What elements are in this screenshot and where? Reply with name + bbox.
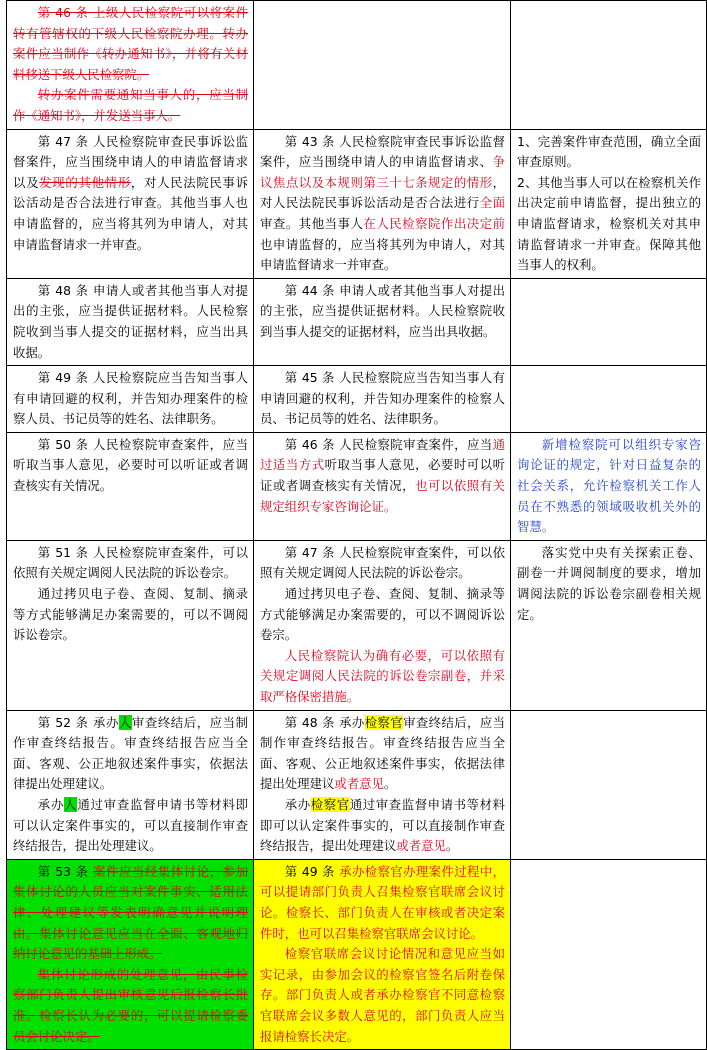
paragraph	[260, 584, 505, 646]
paragraph	[13, 368, 248, 430]
original-rule-cell	[7, 1, 254, 130]
revised-rule-cell	[254, 540, 511, 710]
revised-rule-cell	[254, 366, 511, 433]
paragraph	[260, 368, 505, 430]
text-run: 在人民检察院作出决定前	[363, 215, 506, 231]
revised-rule-cell	[254, 710, 511, 859]
paragraph	[13, 713, 248, 795]
text-run: 案件应当经集体讨论，参加集体讨论的人员应当对案件事实、适用法律、处理建议等发表明确意见并说明理由。集体讨论意见应当在全面、客观地归纳讨论意见的基础上形成。	[13, 863, 249, 962]
text-run: 人	[64, 796, 78, 812]
revision-note-cell	[511, 278, 707, 365]
revision-note-cell	[511, 1, 707, 130]
text-run: 通过审查监督申请书等材料即可以认定案件事实的，可以直接制作审查终结报告，提出处理建议。	[13, 796, 248, 854]
text-run: 或者意见	[334, 776, 384, 792]
table-row	[7, 540, 707, 710]
text-run: 第 50 条 人民检察院审查案件，应当听取当事人意见，必要时可以听证或者调查核实有关情况。	[13, 436, 248, 494]
text-run: 转办案件需要通知当事人的，应当制作《通知书》，并发送当事人。	[13, 87, 248, 123]
text-run: 人	[118, 714, 132, 730]
revised-rule-cell	[254, 432, 511, 540]
text-run: 第 46 条 人民检察院审查案件，应当	[284, 436, 493, 452]
original-rule-cell	[7, 710, 254, 859]
text-run: 新增检察院可以组织专家咨询论证的规定，针对日益复杂的社会关系，允许检察机关工作人员在不熟悉的领域吸收机关外的智慧。	[517, 436, 701, 535]
revised-rule-cell	[254, 129, 511, 278]
paragraph	[517, 543, 701, 625]
paragraph	[260, 862, 505, 944]
text-run: 全面	[479, 195, 506, 211]
paragraph	[260, 132, 505, 276]
revision-note-cell	[511, 859, 707, 1049]
text-run: 第 48 条 承办	[284, 714, 365, 730]
paragraph	[13, 965, 248, 1047]
paragraph	[260, 944, 505, 1047]
text-run: 也申请监督的，应当将其列为申请人，对其申请监督请求一并审查。	[260, 236, 505, 273]
text-run: 第 43 条 人民检察院审查民事诉讼监督案件，应当围绕申请人的申请监督请求、	[260, 133, 505, 170]
revision-note-cell	[511, 432, 707, 540]
text-run: 第 48 条 申请人或者其他当事人对提出的主张，应当提供证据材料。人民检察院收到当事人提交的证据材料，应当出具收据。	[13, 282, 248, 360]
text-run: 听取当事人意见，必要时可以听证或者调查核实有关情况，	[260, 457, 506, 494]
text-run: 。	[383, 776, 397, 792]
text-run: 人民检察院认为确有必要，可以依照有关规定调阅人民法院的诉讼卷宗副卷，并采取严格保密措施。	[260, 647, 505, 704]
paragraph	[260, 795, 505, 857]
paragraph	[13, 795, 248, 857]
text-run: 通过拷贝电子卷、查阅、复制、摘录等方式能够满足办案需要的，可以不调阅诉讼卷宗。	[260, 586, 505, 643]
text-run: 通过拷贝电子卷、查阅、复制、摘录等方式能够满足办案需要的，可以不调阅诉讼卷宗。	[13, 586, 248, 643]
paragraph	[13, 132, 248, 256]
text-run: 承办检察官办理案件过程中，可以提请部门负责人召集检察官联席会议讨论。检察长、部门负责人在审核或者决定案件时，也可以召集检察官联席会议讨论。	[260, 863, 505, 941]
revised-rule-cell	[254, 278, 511, 365]
revision-note-cell	[511, 366, 707, 433]
revision-note-cell	[511, 710, 707, 859]
text-run: 集体讨论形成的处理意见，由民事检察部门负责人提出审核意见后报检察长批准。检察长认为必要的，可以提请检察委员会讨论决定。	[13, 966, 248, 1044]
text-run: 通过审查监督申请书等材料即可以认定案件事实的，可以直接制作审查终结报告，提出处理建议	[260, 796, 506, 854]
text-run: 检察官联席会议讨论情况和意见应当如实记录，由参加会议的检察官签名后附卷保存。部门负责人或者承办检察官不同意检察官联席会议多数人意见的，部门负责人应当报请检察长决定。	[260, 946, 505, 1044]
paragraph	[260, 281, 505, 343]
text-run: 审查终结后，应当制作审查终结报告。审查终结报告应当全面、客观、公正地叙述案件事实，依据法律提出处理建议	[260, 714, 506, 792]
paragraph	[517, 435, 701, 538]
text-run: 审查终结后，应当制作审查终结报告。审查终结报告应当全面、客观、公正地叙述案件事实，依据法律提出处理建议。	[13, 714, 249, 792]
paragraph	[13, 435, 248, 497]
paragraph	[260, 713, 505, 795]
paragraph	[13, 3, 248, 85]
paragraph	[517, 173, 701, 276]
original-rule-cell	[7, 540, 254, 710]
text-run: ，对人民法院民事诉讼活动是否合法进行审查。其他当事人也申请监督的，应当将其列为申请人，对其申请监督请求一并审查。	[13, 174, 249, 252]
table-row	[7, 432, 707, 540]
text-run: 承办	[37, 796, 65, 812]
table-row	[7, 129, 707, 278]
text-run: 检察官	[310, 796, 350, 812]
text-run: 第 49 条 人民检察院应当告知当事人有申请回避的权利，并告知办理案件的检察人员、书记员等的姓名、法律职务。	[13, 370, 248, 427]
text-run: 通过适当方式	[260, 436, 505, 473]
text-run: 第 52 条 承办	[37, 714, 119, 730]
paragraph	[517, 132, 701, 173]
text-run: 审查。其他当事人	[260, 215, 364, 231]
text-run: 。	[445, 838, 459, 854]
comparison-table	[6, 0, 707, 1050]
original-rule-cell	[7, 432, 254, 540]
revision-note-cell	[511, 540, 707, 710]
paragraph	[13, 85, 248, 126]
table-row	[7, 710, 707, 859]
text-run: 落实党中央有关探索正卷、副卷一并调阅制度的要求，增加调阅法院的诉讼卷宗副卷相关规定。	[517, 544, 701, 622]
text-run: 争议焦点以及本规则第三十七条规定的情形	[260, 154, 505, 190]
original-rule-cell	[7, 129, 254, 278]
text-run: 第 49 条	[284, 863, 340, 879]
table-row	[7, 1, 707, 130]
text-run: 2、其他当事人可以在检察机关作出决定前申请监督，提出独立的申请监督请求，检察机关对其申请监督请求一并审查。保障其他当事人的权利。	[517, 174, 701, 273]
original-rule-cell	[7, 278, 254, 365]
text-run: 1、完善案件审查范围，确立全面审查原则。	[517, 133, 701, 170]
paragraph	[13, 543, 248, 584]
table-row	[7, 366, 707, 433]
revision-note-cell	[511, 129, 707, 278]
text-run: ，对人民法院民事诉讼活动是否合法进行	[260, 174, 505, 211]
text-run: 第 51 条 人民检察院审查案件，可以依照有关规定调阅人民法院的诉讼卷宗。	[13, 544, 248, 581]
paragraph	[260, 646, 505, 708]
original-rule-cell	[7, 366, 254, 433]
text-run: 也可以依照有关规定组织专家咨询论证。	[260, 478, 506, 514]
revised-rule-cell	[254, 859, 511, 1049]
paragraph	[13, 281, 248, 363]
paragraph	[260, 543, 505, 584]
text-run: 发现的其他情形	[39, 174, 131, 190]
text-run: 第 45 条 人民检察院应当告知当事人有申请回避的权利，并告知办理案件的检察人员、书记员等的姓名、法律职务。	[260, 370, 505, 427]
text-run: 或者意见	[396, 838, 446, 854]
document-page	[6, 0, 701, 1044]
original-rule-cell	[7, 859, 254, 1049]
text-run: 第 53 条	[37, 863, 94, 879]
paragraph	[13, 862, 248, 965]
text-run: 第 47 条 人民检察院审查案件，可以依照有关规定调阅人民法院的诉讼卷宗。	[260, 544, 505, 581]
table-row	[7, 278, 707, 365]
table-body	[7, 1, 707, 1050]
text-run: 检察官	[364, 714, 404, 730]
text-run: 第 46 条 上级人民检察院可以将案件转有管辖权的下级人民检察院办理。转办案件应当制作《转办通知书》，并将有关材料移送下级人民检察院。	[13, 5, 248, 82]
table-row	[7, 859, 707, 1049]
paragraph	[13, 584, 248, 646]
revised-rule-cell	[254, 1, 511, 130]
text-run: 第 47 条 人民检察院审查民事诉讼监督案件，应当围绕申请人的申请监督请求以及	[13, 133, 248, 190]
text-run: 第 44 条 申请人或者其他当事人对提出的主张，应当提供证据材料。人民检察院收到当事人提交的证据材料，应当出具收据。	[260, 282, 505, 339]
paragraph	[260, 435, 505, 517]
text-run: 承办	[284, 796, 311, 812]
